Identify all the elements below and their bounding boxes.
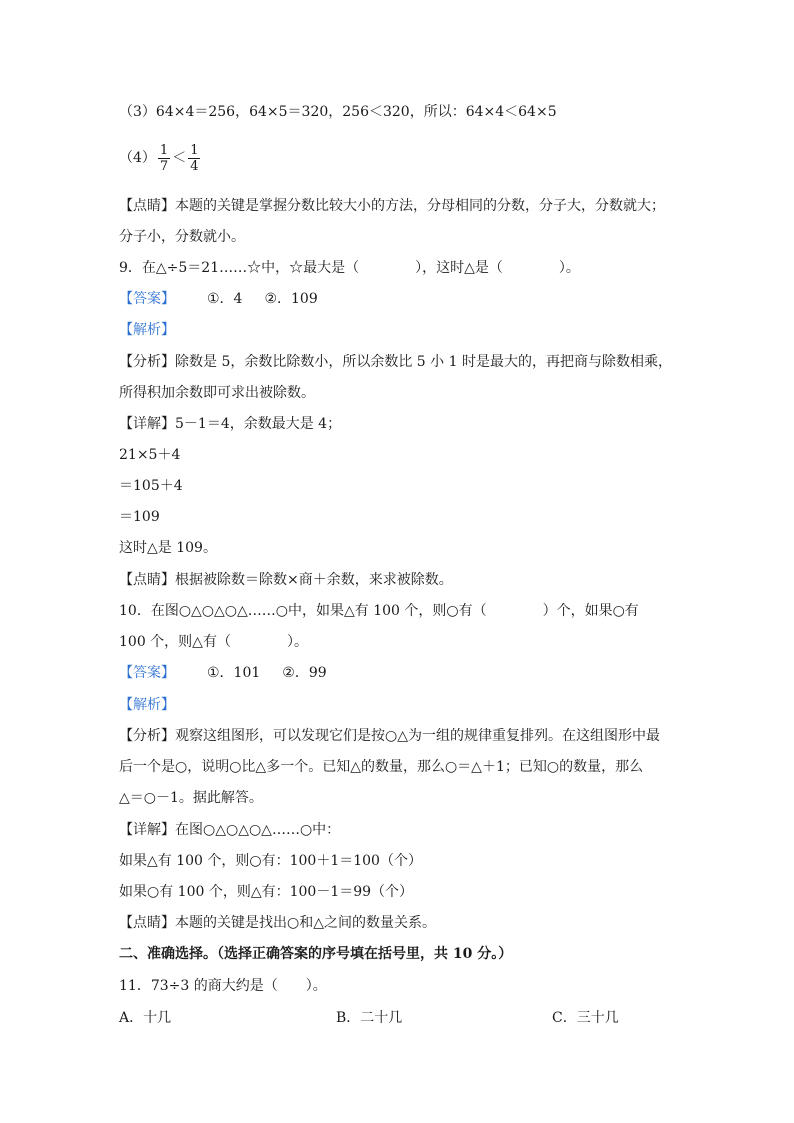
question-10-answer <box>119 664 327 682</box>
question-9-detail-line-2: 21×5＋4 <box>119 447 181 463</box>
fraction-numerator: 1 <box>159 142 169 158</box>
note-q8-line-1: 【点睛】本题的关键是掌握分数比较大小的方法，分母相同的分数，分子大，分数就大； <box>119 198 665 214</box>
part-4-label: （4） <box>119 150 156 166</box>
solution-part-4 <box>119 140 202 176</box>
answer-1: ①．101 <box>207 665 261 681</box>
question-10-note: 【点睛】本题的关键是找出○和△之间的数量关系。 <box>119 915 436 931</box>
question-10-analysis-tag: 【解析】 <box>119 697 175 713</box>
answer-2: ②．109 <box>264 291 318 307</box>
question-11-stem: 11．73÷3 的商大约是（ ）。 <box>119 978 327 994</box>
answer-2: ②．99 <box>282 665 327 681</box>
question-9-detail-line-1: 【详解】5－1＝4，余数最大是 4； <box>119 416 342 432</box>
question-10-analysis-line-1: 【分析】观察这组图形，可以发现它们是按○△为一组的规律重复排列。在这组图形中最 <box>119 728 660 744</box>
question-11-option-b: B．二十几 <box>336 1010 403 1026</box>
question-10-detail-line-1: 【详解】在图○△○△○△……○中： <box>119 822 341 838</box>
answer-1: ①．4 <box>207 291 243 307</box>
section-2-title: 二、准确选择。（选择正确答案的序号填在括号里，共 10 分。） <box>119 946 513 962</box>
question-10-detail-line-3: 如果○有 100 个，则△有：100－1＝99（个） <box>119 884 414 900</box>
question-11-option-c: C．三十几 <box>552 1010 619 1026</box>
fraction-denominator: 4 <box>190 158 199 174</box>
question-9-analysis-line-1: 【分析】除数是 5，余数比除数小，所以余数比 5 小 1 时是最大的，再把商与除数相乘， <box>119 354 672 370</box>
question-9-analysis-line-2: 所得积加余数即可求出被除数。 <box>119 385 315 401</box>
question-10-stem-line-2: 100 个，则△有（ ）。 <box>119 634 308 650</box>
note-q8-line-2: 分子小，分数就小。 <box>119 229 245 245</box>
question-11-option-a: A．十几 <box>119 1010 172 1026</box>
question-10-stem-line-1: 10．在图○△○△○△……○中，如果△有 100 个，则○有（ ）个，如果○有 <box>119 603 639 619</box>
question-9-answer <box>119 290 318 308</box>
answer-tag: 【答案】 <box>119 291 175 307</box>
question-9-detail-line-4: ＝109 <box>119 509 160 525</box>
question-9-detail-line-5: 这时△是 109。 <box>119 540 217 556</box>
question-9-analysis-tag: 【解析】 <box>119 322 175 338</box>
question-10-analysis-line-3: △＝○－1。据此解答。 <box>119 790 263 806</box>
answer-tag: 【答案】 <box>119 665 175 681</box>
fraction-denominator: 7 <box>159 158 169 174</box>
question-9-note: 【点睛】根据被除数＝除数×商＋余数，来求被除数。 <box>119 572 453 588</box>
fraction-one-quarter <box>188 143 200 174</box>
question-9-stem: 9．在△÷5＝21……☆中，☆最大是（ ），这时△是（ ）。 <box>119 260 580 276</box>
fraction-numerator: 1 <box>190 142 199 158</box>
solution-part-3: （3）64×4＝256，64×5＝320，256＜320，所以：64×4＜64×5 <box>119 104 557 120</box>
less-than-sign: ＜ <box>172 150 187 166</box>
fraction-one-seventh <box>158 143 170 174</box>
question-10-analysis-line-2: 后一个是○，说明○比△多一个。已知△的数量，那么○＝△＋1；已知○的数量，那么 <box>119 759 644 775</box>
question-9-detail-line-3: ＝105＋4 <box>119 478 183 494</box>
question-10-detail-line-2: 如果△有 100 个，则○有：100＋1＝100（个） <box>119 853 422 869</box>
